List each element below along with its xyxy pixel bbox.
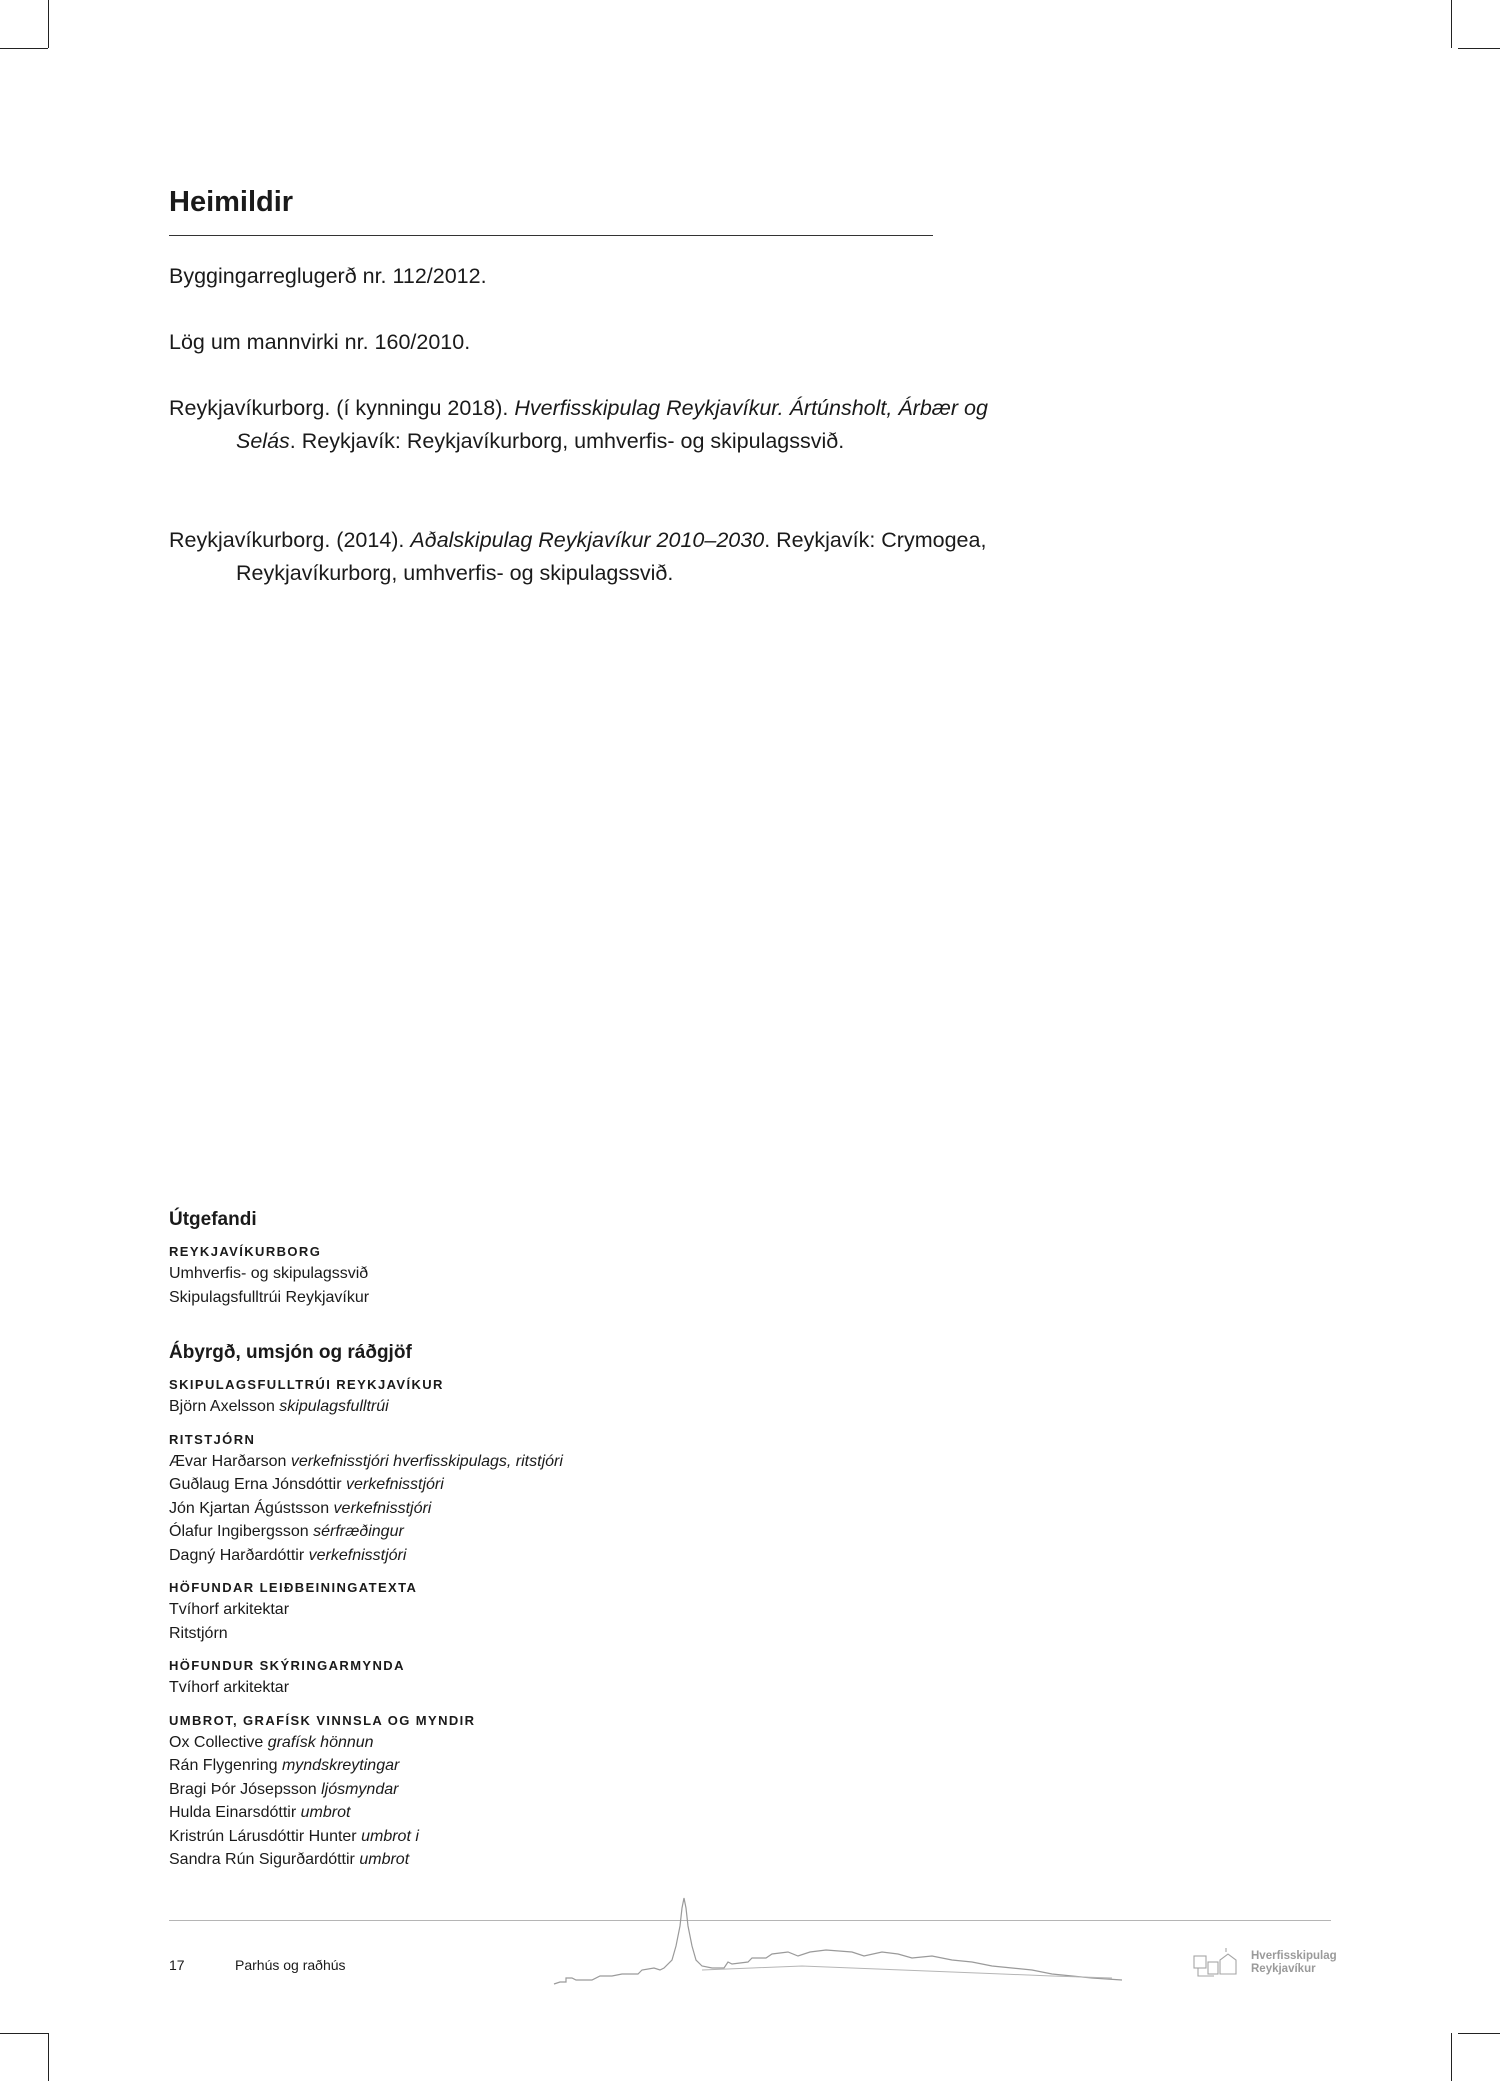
publisher-line: Umhverfis- og skipulagssvið [169, 1265, 369, 1282]
logo-icon [1190, 1946, 1246, 1982]
responsibility-heading: Ábyrgð, umsjón og ráðgjöf [169, 1342, 412, 1363]
crop-mark [1451, 2033, 1452, 2081]
document-title: Parhús og raðhús [235, 1957, 346, 1973]
reference-text: Lög um mannvirki nr. 160/2010. [169, 330, 471, 354]
person-name: Dagný Harðardóttir [169, 1546, 305, 1564]
person-title: sérfræðingur [313, 1523, 404, 1540]
crop-mark [1451, 0, 1452, 48]
credit-person [169, 1395, 869, 1419]
person-name: Ævar Harðarson [169, 1452, 287, 1470]
person-title: verkefnisstjóri [346, 1476, 444, 1493]
person-title: grafísk hönnun [267, 1733, 374, 1751]
person-title: umbrot [359, 1851, 410, 1868]
credit-role: HÖFUNDUR SKÝRINGARMYNDA [169, 1658, 405, 1673]
reference-title: Aðalskipulag Reykjavíkur 2010–2030 [410, 528, 765, 552]
credit-role: RITSTJÓRN [169, 1431, 256, 1447]
person-name: Ólafur Ingibergsson [169, 1523, 309, 1540]
reference-item [169, 392, 1036, 458]
person-name: Kristrún Lárusdóttir Hunter [169, 1827, 357, 1845]
person-name: Ox Collective [169, 1733, 264, 1751]
person-title: verkefnisstjóri [333, 1499, 432, 1517]
credits-section [169, 1208, 869, 1872]
credit-person [169, 1801, 869, 1825]
publisher-role: REYKJAVÍKURBORG [169, 1244, 322, 1259]
person-title: myndskreytingar [281, 1757, 400, 1774]
person-name: Tvíhorf arkitektar [169, 1679, 290, 1696]
credit-person [169, 1622, 869, 1646]
person-name: Björn Axelsson [169, 1398, 275, 1415]
credit-person [169, 1676, 869, 1700]
credit-role: HÖFUNDAR LEIÐBEININGATEXTA [169, 1580, 418, 1595]
credit-role: UMBROT, GRAFÍSK VINNSLA OG MYNDIR [169, 1712, 476, 1728]
credit-person [169, 1544, 869, 1568]
person-title: verkefnisstjóri hverfisskipulags, ritstjóri [290, 1452, 563, 1470]
person-name: Ritstjórn [169, 1624, 228, 1642]
person-title: umbrot [300, 1804, 351, 1821]
person-name: Hulda Einarsdóttir [169, 1804, 297, 1821]
person-title: ljósmyndar [321, 1780, 399, 1798]
person-title: skipulagsfulltrúi [279, 1398, 389, 1415]
credit-role: SKIPULAGSFULLTRÚI REYKJAVÍKUR [169, 1377, 444, 1392]
logo-wordmark [1251, 1950, 1337, 1976]
credit-person [169, 1848, 869, 1872]
credit-person [169, 1520, 869, 1544]
person-title: umbrot i [361, 1827, 419, 1845]
city-skyline-illustration [552, 1896, 1132, 1988]
credit-person [169, 1497, 869, 1521]
logo-line: Reykjavíkur [1251, 1963, 1316, 1975]
reference-text: Reykjavíkurborg. (2014). [169, 528, 411, 552]
crop-mark [0, 2033, 48, 2034]
person-name: Sandra Rún Sigurðardóttir [169, 1851, 355, 1868]
page-title: Heimildir [169, 186, 294, 218]
credit-person [169, 1450, 869, 1474]
person-name: Tvíhorf arkitektar [169, 1601, 290, 1618]
person-name: Guðlaug Erna Jónsdóttir [169, 1476, 342, 1493]
reference-title: Hverfisskipulag Reykjavíkur. Ártúnsholt, Árbær og Selás [236, 396, 988, 453]
person-name: Jón Kjartan Ágústsson [169, 1499, 330, 1517]
credit-person [169, 1598, 869, 1622]
publisher-heading: Útgefandi [169, 1209, 257, 1230]
credit-person [169, 1473, 869, 1497]
crop-mark [0, 48, 48, 49]
crop-mark [48, 2033, 49, 2081]
person-name: Bragi Þór Jósepsson [169, 1780, 317, 1798]
credit-person [169, 1731, 869, 1755]
reference-item [169, 260, 1036, 293]
credit-person [169, 1778, 869, 1802]
page-number: 17 [169, 1957, 185, 1973]
crop-mark [1458, 2033, 1500, 2034]
logo-line: Hverfisskipulag [1251, 1950, 1337, 1962]
reference-item [169, 524, 1036, 590]
credit-person [169, 1825, 869, 1849]
credit-person [169, 1754, 869, 1778]
reference-item [169, 326, 1036, 359]
responsibility-groups [169, 1375, 869, 1872]
person-name: Rán Flygenring [169, 1757, 278, 1774]
title-divider [169, 235, 933, 236]
crop-mark [48, 0, 49, 48]
reference-text: Byggingarreglugerð nr. 112/2012. [169, 264, 487, 288]
person-title: verkefnisstjóri [308, 1546, 407, 1564]
reference-text: . Reykjavík: Reykjavíkurborg, umhverfis- og skipulagssvið. [289, 429, 845, 453]
publisher-line: Skipulagsfulltrúi Reykjavíkur [169, 1288, 370, 1306]
reference-text: . Reykjavík: Crymogea, Reykjavíkurborg, umhverfis- og skipulagssvið. [236, 528, 987, 585]
crop-mark [1458, 48, 1500, 49]
reference-text: Reykjavíkurborg. (í kynningu 2018). [169, 396, 515, 420]
